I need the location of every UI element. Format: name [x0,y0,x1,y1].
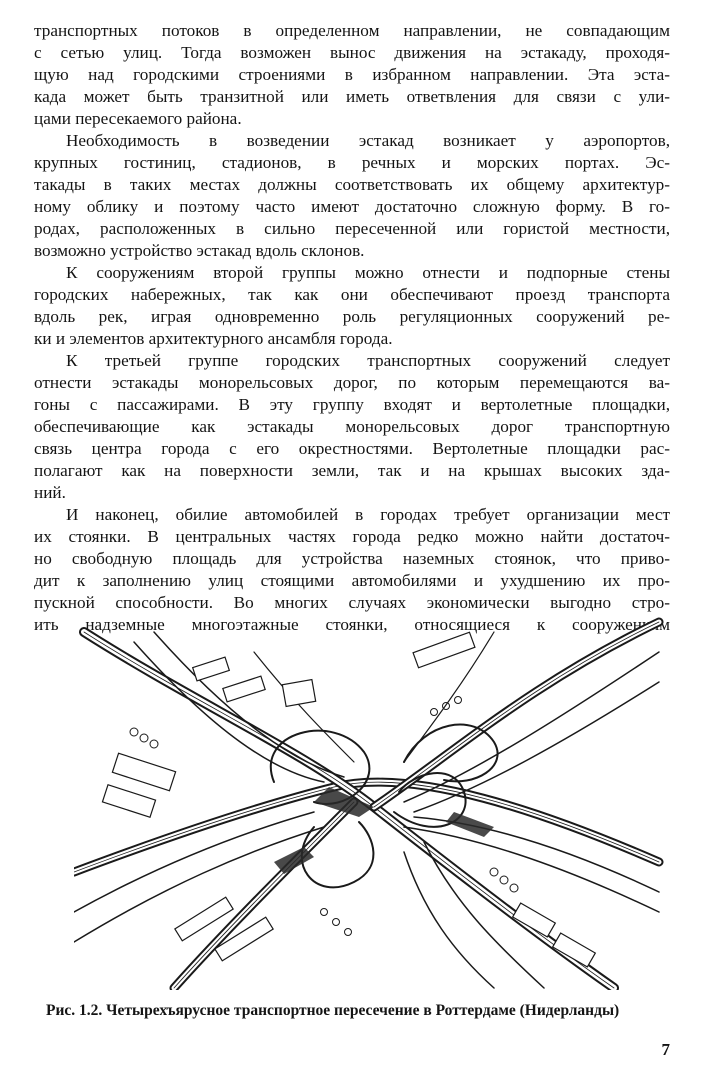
page-number: 7 [661,1040,670,1059]
text-line: возможно устройство эстакад вдоль склонов. [34,241,365,260]
text-line: Необходимость в возведении эстакад возникает у аэропортов, [66,131,670,150]
text-line: И наконец, обилие автомобилей в городах требует организации мест [66,505,670,524]
body-text [34,20,670,636]
text-line: цами пересекаемого района. [34,109,242,128]
text-line: гоны с пассажирами. В эту группу входят и вертолетные площадки, [34,395,670,414]
text-line: городских набережных, так как они обеспечивают проезд транспорта [34,285,670,304]
text-line: ить надземные многоэтажные стоянки, относящиеся к сооружениям [34,615,670,634]
text-line: но свободную площадь для устройства наземных стоянок, что приво- [34,549,670,568]
text-line: ки и элементов архитектурного ансамбля города. [34,329,393,348]
text-line: транспортных потоков в определенном направлении, не совпадающим [34,21,670,40]
text-line: ному облику и поэтому часто имеют достаточно сложную форму. В го- [34,197,670,216]
text-line: вдоль рек, играя одновременно роль регуляционных сооружений ре- [34,307,670,326]
text-line: К сооружениям второй группы можно отнести и подпорные стены [66,263,670,282]
text-line: такады в таких местах должны соответствовать их общему архитектур- [34,175,670,194]
interchange-illustration-icon [74,612,664,990]
text-line: связь центра города с его окрестностями. Вертолетные площадки рас- [34,439,670,458]
text-line: када может быть транзитной или иметь ответвления для связи с ули- [34,87,670,106]
text-line: крупных гостиниц, стадионов, в речных и морских портах. Эс- [34,153,670,172]
text-line: отнести эстакады монорельсовых дорог, по которым перемещаются ва- [34,373,670,392]
text-line: дит к заполнению улиц стоящими автомобилями и ухудшению их про- [34,571,670,590]
figure-caption: Рис. 1.2. Четырехъярусное транспортное пересечение в Роттердаме (Нидерланды) [46,1002,620,1019]
text-line: пускной способности. Во многих случаях экономически выгодно стро- [34,593,670,612]
text-line: родах, расположенных в сильно пересеченной или гористой местности, [34,219,670,238]
text-line: с сетью улиц. Тогда возможен вынос движения на эстакаду, проходя- [34,43,670,62]
text-line: полагают как на поверхности земли, так и на крышах высоких зда- [34,461,670,480]
text-line: обеспечивающие как эстакады монорельсовых дорог транспортную [34,417,670,436]
text-line: К третьей группе городских транспортных сооружений следует [66,351,670,370]
interchange-illustration [74,612,664,990]
text-line: их стоянки. В центральных частях города редко можно найти достаточ- [34,527,670,546]
text-line: щую над городскими строениями в избранном направлении. Эта эста- [34,65,670,84]
text-line: ний. [34,483,66,502]
